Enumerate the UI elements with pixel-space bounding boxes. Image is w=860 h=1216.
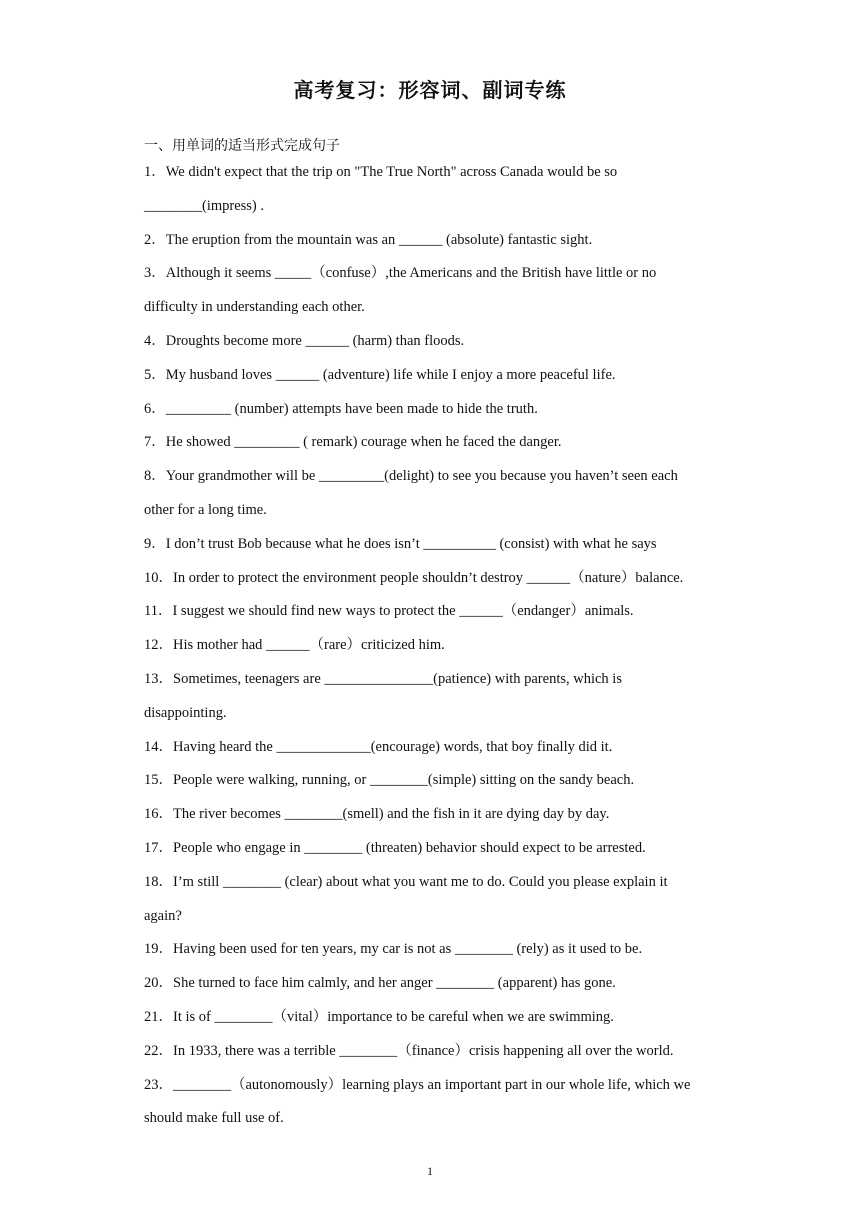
question-text: Having been used for ten years, my car is not as ________ (rely) as it used to be. — [173, 941, 643, 958]
question-number: 17． — [144, 839, 173, 856]
question-number: 9． — [144, 535, 166, 552]
question-number: 21． — [144, 1008, 173, 1025]
question-text: Sometimes, teenagers are _______________(patience) with parents, which is — [173, 670, 622, 687]
question-item — [144, 397, 724, 431]
question-text: In 1933, there was a terrible ________（finance）crisis happening all over the world. — [173, 1042, 674, 1059]
question-continuation — [144, 701, 724, 735]
question-text: I don’t trust Bob because what he does isn’t __________ (consist) with what he says — [165, 535, 657, 552]
question-text: Although it seems _____（confuse）,the Americans and the British have little or no — [165, 265, 657, 282]
question-text: In order to protect the environment people shouldn’t destroy ______（nature）balance. — [173, 569, 684, 586]
question-number: 13． — [144, 670, 173, 687]
question-continuation — [144, 498, 724, 532]
question-item — [144, 430, 724, 464]
question-number: 14． — [144, 738, 173, 755]
question-item — [144, 768, 724, 802]
question-number: 23． — [144, 1076, 173, 1093]
question-text: should make full use of. — [144, 1110, 284, 1127]
question-item — [144, 633, 724, 667]
question-item — [144, 566, 724, 600]
question-number: 2． — [144, 231, 166, 248]
question-continuation — [144, 1106, 724, 1140]
page-title: 高考复习：形容词、副词专练 — [293, 78, 567, 102]
question-text: other for a long time. — [144, 501, 267, 518]
question-text: I’m still ________ (clear) about what you want me to do. Could you please explain it — [173, 873, 668, 890]
question-item — [144, 1005, 724, 1039]
question-item — [144, 735, 724, 769]
question-number: 1． — [144, 164, 166, 180]
question-number: 7． — [144, 434, 166, 451]
question-text: We didn't expect that the trip on "The True North" across Canada would be so — [165, 164, 618, 180]
question-text: difficulty in understanding each other. — [144, 299, 365, 316]
question-text: People were walking, running, or ________(simple) sitting on the sandy beach. — [173, 772, 635, 789]
question-item — [144, 464, 724, 498]
question-number: 19． — [144, 941, 173, 958]
question-number: 8． — [144, 468, 166, 485]
question-text: Droughts become more ______ (harm) than floods. — [165, 332, 465, 349]
question-text: It is of ________（vital）importance to be careful when we are swimming. — [173, 1008, 614, 1025]
question-number: 20． — [144, 975, 173, 992]
question-text: Having heard the _____________(encourage) words, that boy finally did it. — [173, 738, 613, 755]
question-item — [144, 971, 724, 1005]
question-text: The eruption from the mountain was an ______ (absolute) fantastic sight. — [165, 231, 593, 248]
question-item — [144, 329, 724, 363]
question-number: 18． — [144, 873, 173, 890]
question-number: 10． — [144, 569, 173, 586]
question-text: People who engage in ________ (threaten) behavior should expect to be arrested. — [173, 839, 646, 856]
question-item — [144, 160, 724, 194]
question-number: 12． — [144, 637, 173, 654]
question-item — [144, 836, 724, 870]
question-list — [144, 160, 724, 1140]
question-text: He showed _________ ( remark) courage when he faced the danger. — [165, 434, 562, 451]
question-item — [144, 1039, 724, 1073]
question-number: 15． — [144, 772, 173, 789]
question-text: ________(impress) . — [144, 197, 265, 214]
question-continuation — [144, 194, 724, 228]
question-item — [144, 261, 724, 295]
question-text: I suggest we should find new ways to protect the ______（endanger）animals. — [172, 603, 634, 620]
question-text: _________ (number) attempts have been made to hide the truth. — [165, 400, 538, 417]
question-text: disappointing. — [144, 704, 227, 721]
question-text: again? — [144, 907, 182, 924]
question-item — [144, 802, 724, 836]
question-number: 4． — [144, 332, 166, 349]
question-item — [144, 870, 724, 904]
section-heading: 一、用单词的适当形式完成句子 — [144, 138, 340, 154]
question-number: 11． — [144, 603, 173, 620]
question-item — [144, 1073, 724, 1107]
question-continuation — [144, 295, 724, 329]
question-text: ________（autonomously）learning plays an important part in our whole life, which we — [173, 1076, 691, 1093]
question-text: Your grandmother will be _________(delight) to see you because you haven’t seen each — [165, 468, 678, 485]
question-item — [144, 667, 724, 701]
question-item — [144, 363, 724, 397]
question-item — [144, 228, 724, 262]
question-text: She turned to face him calmly, and her anger ________ (apparent) has gone. — [173, 975, 616, 992]
question-item — [144, 599, 724, 633]
question-text: His mother had ______（rare）criticized him. — [173, 637, 445, 654]
question-number: 22． — [144, 1042, 173, 1059]
page-number: 1 — [427, 1164, 433, 1178]
question-text: The river becomes ________(smell) and the fish in it are dying day by day. — [173, 806, 610, 823]
question-text: My husband loves ______ (adventure) life while I enjoy a more peaceful life. — [165, 366, 616, 383]
question-item — [144, 532, 724, 566]
question-number: 5． — [144, 366, 166, 383]
question-item — [144, 937, 724, 971]
question-continuation — [144, 904, 724, 938]
question-number: 16． — [144, 806, 173, 823]
question-number: 3． — [144, 265, 166, 282]
question-number: 6． — [144, 400, 166, 417]
